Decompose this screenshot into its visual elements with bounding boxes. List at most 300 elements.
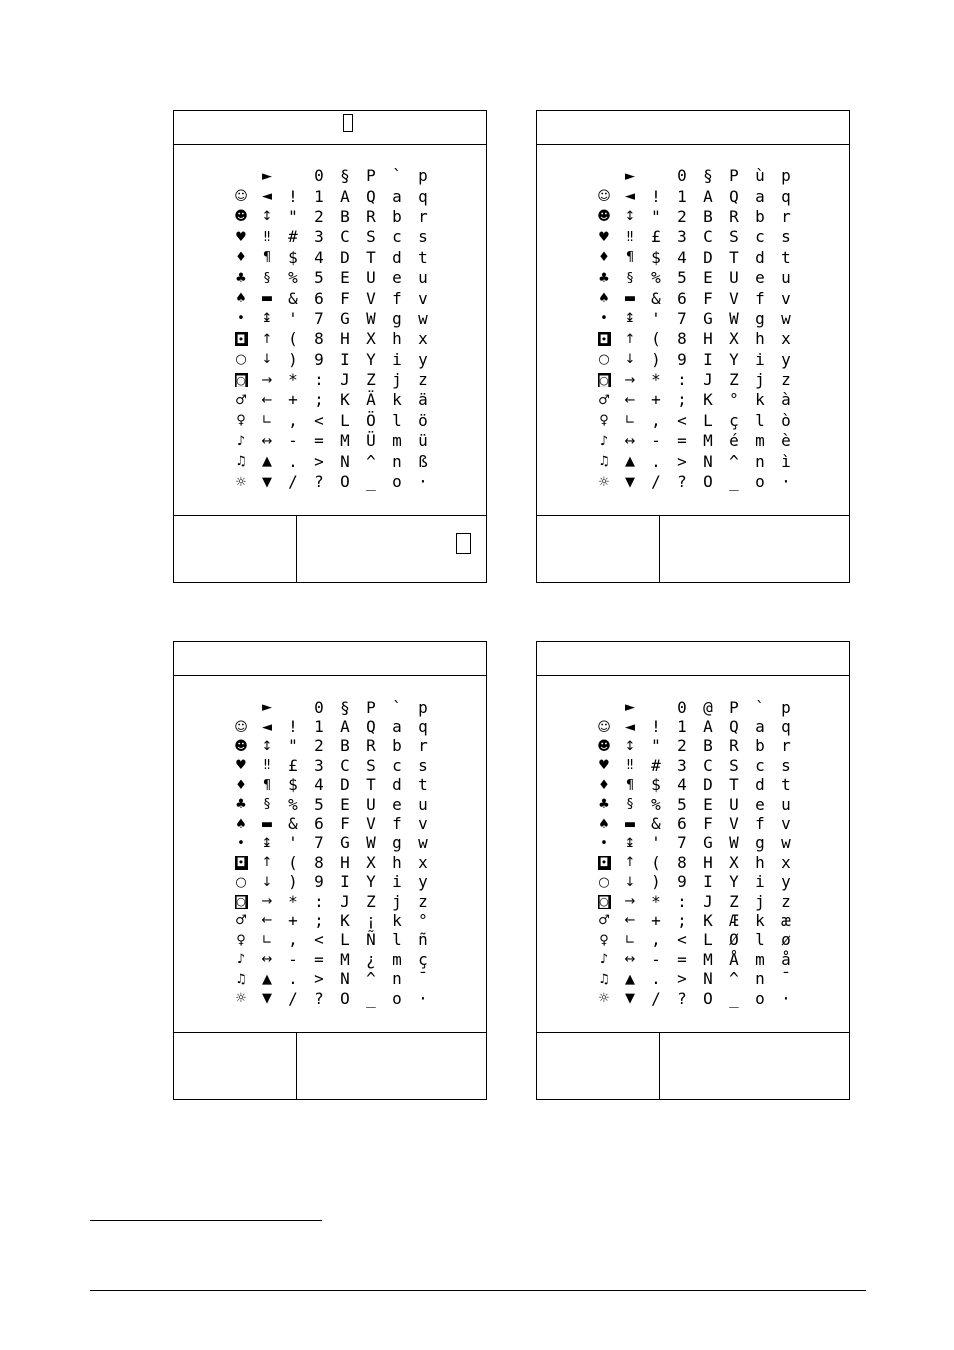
char-cell: &	[651, 288, 661, 308]
char-cell: U	[366, 794, 376, 814]
charset-panel-3	[173, 641, 487, 1100]
char-cell: →	[261, 372, 273, 388]
char-cell: y	[781, 349, 791, 369]
char-cell: ‼	[626, 229, 634, 245]
char-cell: W	[366, 308, 376, 328]
char-cell: Z	[366, 891, 376, 911]
char-cell: %	[288, 268, 298, 288]
char-cell: ä	[418, 390, 428, 410]
char-cell: ►	[625, 168, 635, 184]
footer-divider	[296, 516, 297, 582]
char-cell: A	[703, 717, 713, 737]
char-cell: I	[340, 349, 350, 369]
char-cell: 3	[314, 755, 324, 775]
char-cell: ;	[677, 910, 687, 930]
char-cell: ,	[651, 410, 661, 430]
char-cell: f	[755, 288, 765, 308]
char-cell: E	[340, 268, 350, 288]
char-cell: _	[366, 472, 376, 492]
char-cell: R	[729, 206, 739, 226]
char-cell: Y	[729, 349, 739, 369]
char-cell: z	[418, 891, 428, 911]
char-cell: 5	[314, 268, 324, 288]
char-cell: D	[340, 775, 350, 795]
char-cell: k	[755, 390, 765, 410]
char-cell: ♥	[598, 229, 610, 245]
char-cell	[591, 698, 617, 717]
char-cell: ♂	[235, 913, 247, 929]
char-cell: *	[651, 370, 661, 390]
char-cell	[591, 166, 617, 186]
char-cell: 0	[677, 697, 687, 717]
char-cell: S	[729, 227, 739, 247]
char-cell: →	[624, 372, 636, 388]
footer-divider	[659, 1033, 660, 1099]
char-cell: ♦	[235, 250, 247, 266]
char-cell	[643, 698, 669, 717]
char-cell: J	[703, 891, 713, 911]
char-cell: A	[703, 186, 713, 206]
char-cell: ↑	[624, 331, 636, 347]
char-cell: L	[703, 930, 713, 950]
char-cell: Q	[366, 717, 376, 737]
char-cell: ◄	[625, 189, 635, 205]
char-cell: v	[781, 814, 791, 834]
char-cell: L	[340, 410, 350, 430]
placeholder-box	[456, 533, 471, 554]
char-cell: @	[703, 697, 713, 717]
char-cell: $	[651, 775, 661, 795]
char-cell: +	[651, 390, 661, 410]
char-cell: L	[340, 930, 350, 950]
char-cell: ♀	[599, 413, 609, 429]
character-grid	[228, 698, 436, 1008]
char-cell: w	[781, 308, 791, 328]
char-cell: y	[418, 872, 428, 892]
char-cell: ↨	[261, 835, 273, 851]
char-cell: V	[729, 814, 739, 834]
char-cell: $	[651, 247, 661, 267]
char-cell: +	[651, 910, 661, 930]
char-cell: *	[651, 891, 661, 911]
char-cell: §	[703, 166, 713, 186]
char-cell: F	[703, 288, 713, 308]
char-cell: e	[755, 794, 765, 814]
char-cell: ☻	[234, 209, 248, 225]
char-cell: x	[781, 852, 791, 872]
char-cell: 2	[314, 736, 324, 756]
char-cell: ↑	[261, 855, 273, 871]
char-cell: Q	[729, 717, 739, 737]
char-cell: R	[366, 736, 376, 756]
char-cell: ↓	[261, 874, 273, 890]
panel-footer	[537, 515, 849, 582]
char-cell: ø	[781, 930, 791, 950]
char-cell: ←	[261, 392, 273, 408]
char-cell: F	[340, 288, 350, 308]
char-cell: !	[651, 186, 661, 206]
char-cell: q	[418, 717, 428, 737]
char-cell: ♀	[236, 932, 246, 948]
char-cell: ↕	[261, 209, 273, 225]
char-cell: ◄	[625, 719, 635, 735]
char-cell: 5	[314, 794, 324, 814]
char-cell: t	[418, 247, 428, 267]
char-cell: ,	[288, 410, 298, 430]
char-cell: d	[392, 775, 402, 795]
char-cell: b	[392, 206, 402, 226]
char-cell: n	[392, 969, 402, 989]
char-cell: /	[651, 988, 661, 1008]
char-cell: V	[729, 288, 739, 308]
char-cell: =	[314, 949, 324, 969]
char-cell: ;	[314, 910, 324, 930]
char-cell: >	[314, 451, 324, 471]
char-cell: O	[340, 472, 350, 492]
panel-header	[537, 111, 849, 145]
char-cell: b	[755, 206, 765, 226]
char-cell: →	[624, 894, 636, 910]
char-cell: ù	[755, 166, 765, 186]
char-cell: E	[703, 794, 713, 814]
char-cell: ♂	[598, 913, 610, 929]
char-cell: 5	[677, 268, 687, 288]
char-cell: l	[755, 930, 765, 950]
char-cell: N	[703, 969, 713, 989]
char-cell: ^	[729, 451, 739, 471]
char-cell: 2	[677, 206, 687, 226]
char-cell: ↓	[624, 874, 636, 890]
char-cell: R	[366, 206, 376, 226]
char-cell: g	[755, 308, 765, 328]
char-cell: £	[288, 755, 298, 775]
char-cell: a	[392, 186, 402, 206]
char-cell: ‼	[263, 758, 271, 774]
char-cell: ·	[781, 988, 791, 1008]
char-cell: ∟	[261, 413, 273, 429]
char-cell: %	[288, 794, 298, 814]
char-cell: _	[729, 988, 739, 1008]
char-cell: ↓	[624, 352, 636, 368]
char-cell: /	[288, 472, 298, 492]
char-cell: *	[288, 891, 298, 911]
char-cell: ¶	[262, 250, 272, 266]
char-cell: •	[600, 835, 608, 851]
char-cell: ↨	[624, 311, 636, 327]
char-cell: ò	[781, 410, 791, 430]
char-cell: A	[340, 717, 350, 737]
char-cell: ♫	[235, 454, 247, 470]
char-cell: P	[729, 166, 739, 186]
char-cell: n	[392, 451, 402, 471]
char-cell: _	[729, 472, 739, 492]
char-cell: x	[418, 852, 428, 872]
char-cell: ‼	[626, 758, 634, 774]
char-cell: j	[392, 370, 402, 390]
char-cell: 3	[677, 755, 687, 775]
char-cell: -	[651, 431, 661, 451]
char-cell: ♫	[598, 454, 610, 470]
char-cell: ►	[625, 700, 635, 716]
char-cell: X	[366, 852, 376, 872]
char-cell: ↕	[624, 209, 636, 225]
char-cell	[228, 853, 254, 872]
char-cell: ¯	[418, 969, 428, 989]
char-cell: m	[755, 431, 765, 451]
char-cell: ♣	[598, 270, 610, 286]
char-cell: ç	[418, 949, 428, 969]
char-cell: -	[288, 949, 298, 969]
char-cell: ç	[729, 410, 739, 430]
char-cell: W	[729, 833, 739, 853]
char-cell: i	[392, 872, 402, 892]
char-cell: $	[288, 247, 298, 267]
char-cell: ♂	[235, 392, 247, 408]
char-cell: ◄	[262, 189, 272, 205]
char-cell: ☻	[597, 738, 611, 754]
panel-footer	[174, 1032, 486, 1099]
char-cell: ♀	[236, 413, 246, 429]
char-cell: x	[418, 329, 428, 349]
char-cell: ,	[651, 930, 661, 950]
char-cell: Ø	[729, 930, 739, 950]
char-cell: ♦	[598, 777, 610, 793]
char-cell: r	[418, 736, 428, 756]
char-cell: p	[418, 166, 428, 186]
char-cell: Z	[729, 891, 739, 911]
char-cell: `	[392, 697, 402, 717]
char-cell: n	[755, 451, 765, 471]
char-cell: §	[263, 797, 271, 813]
char-cell: Ä	[366, 390, 376, 410]
char-cell: N	[340, 451, 350, 471]
char-cell: ¯	[781, 969, 791, 989]
char-cell: è	[781, 431, 791, 451]
char-cell: P	[366, 166, 376, 186]
char-cell: ∟	[624, 932, 636, 948]
char-cell: (	[288, 852, 298, 872]
char-cell: k	[392, 390, 402, 410]
char-cell: ◄	[262, 719, 272, 735]
panel-header	[537, 642, 849, 676]
char-cell: ►	[262, 700, 272, 716]
char-cell: æ	[781, 910, 791, 930]
char-cell: d	[755, 775, 765, 795]
char-cell: ▲	[625, 971, 635, 987]
char-cell: p	[781, 166, 791, 186]
char-cell: K	[340, 390, 350, 410]
char-cell: °	[729, 390, 739, 410]
char-cell: *	[288, 370, 298, 390]
char-cell: 4	[314, 775, 324, 795]
char-cell: ∟	[261, 932, 273, 948]
char-cell: t	[781, 775, 791, 795]
char-glyph: ◙	[235, 895, 247, 909]
char-cell: =	[677, 431, 687, 451]
char-cell: Y	[366, 872, 376, 892]
char-cell: T	[729, 775, 739, 795]
char-cell: ♠	[235, 291, 247, 307]
char-cell: ←	[261, 913, 273, 929]
char-cell: 9	[677, 872, 687, 892]
char-cell: x	[781, 329, 791, 349]
char-cell: -	[651, 949, 661, 969]
char-cell: r	[781, 736, 791, 756]
char-cell: 7	[314, 833, 324, 853]
char-cell: )	[651, 872, 661, 892]
char-cell: ¶	[262, 777, 272, 793]
char-cell: £	[651, 227, 661, 247]
char-cell: 1	[314, 717, 324, 737]
char-cell	[591, 853, 617, 872]
char-glyph: ◙	[598, 895, 610, 909]
char-cell: u	[781, 794, 791, 814]
char-cell: '	[651, 833, 661, 853]
char-cell: &	[288, 814, 298, 834]
char-cell: ;	[314, 390, 324, 410]
char-cell: P	[729, 697, 739, 717]
char-cell: u	[781, 268, 791, 288]
char-glyph: ◘	[598, 856, 611, 870]
char-cell: 1	[677, 186, 687, 206]
char-cell: 0	[314, 166, 324, 186]
char-cell: B	[340, 736, 350, 756]
char-cell: H	[340, 329, 350, 349]
char-cell: s	[418, 755, 428, 775]
char-cell: 0	[314, 697, 324, 717]
char-cell: ▬	[623, 816, 637, 832]
char-cell: K	[703, 910, 713, 930]
char-cell: l	[755, 410, 765, 430]
char-cell: <	[677, 930, 687, 950]
char-cell: ñ	[418, 930, 428, 950]
char-cell: k	[392, 910, 402, 930]
char-cell: C	[340, 227, 350, 247]
char-glyph: ◘	[598, 332, 611, 346]
char-cell: (	[288, 329, 298, 349]
char-cell: l	[392, 410, 402, 430]
char-cell: ♣	[235, 270, 247, 286]
char-cell: §	[626, 797, 634, 813]
char-cell: L	[703, 410, 713, 430]
char-cell: ß	[418, 451, 428, 471]
char-cell: C	[703, 227, 713, 247]
char-cell: f	[392, 288, 402, 308]
char-cell: )	[288, 872, 298, 892]
panel-footer	[174, 515, 486, 582]
char-cell: à	[781, 390, 791, 410]
char-cell: F	[340, 814, 350, 834]
char-cell: ☺	[234, 189, 248, 205]
char-cell: F	[703, 814, 713, 834]
char-cell: 8	[677, 852, 687, 872]
char-cell: ?	[677, 472, 687, 492]
char-cell: O	[340, 988, 350, 1008]
char-cell: E	[703, 268, 713, 288]
char-cell: !	[288, 186, 298, 206]
char-cell: s	[781, 755, 791, 775]
char-cell: "	[651, 736, 661, 756]
char-cell: a	[755, 717, 765, 737]
char-cell: w	[418, 833, 428, 853]
char-cell: )	[288, 349, 298, 369]
char-cell: d	[755, 247, 765, 267]
char-cell: ♀	[599, 932, 609, 948]
character-grid	[591, 698, 799, 1008]
char-cell: §	[340, 166, 350, 186]
char-cell: ▬	[623, 291, 637, 307]
char-cell: h	[755, 852, 765, 872]
char-cell: X	[366, 329, 376, 349]
char-cell: g	[392, 833, 402, 853]
char-cell: D	[703, 775, 713, 795]
char-cell: <	[314, 930, 324, 950]
char-cell: s	[418, 227, 428, 247]
char-cell: y	[418, 349, 428, 369]
char-cell: <	[314, 410, 324, 430]
char-cell: å	[781, 949, 791, 969]
char-cell: u	[418, 794, 428, 814]
char-cell: w	[418, 308, 428, 328]
char-cell: ☺	[234, 719, 248, 735]
char-cell: c	[392, 755, 402, 775]
char-cell: `	[755, 697, 765, 717]
char-cell: T	[729, 247, 739, 267]
char-cell	[643, 166, 669, 186]
char-cell: X	[729, 852, 739, 872]
char-cell: ☼	[235, 474, 247, 490]
char-cell: ♥	[235, 229, 247, 245]
char-cell: ¿	[366, 949, 376, 969]
char-cell: ♠	[598, 816, 610, 832]
char-cell: 4	[314, 247, 324, 267]
char-glyph: ◙	[598, 373, 610, 387]
char-cell: ♪	[599, 952, 609, 968]
char-cell: ♥	[598, 758, 610, 774]
char-cell: ←	[624, 913, 636, 929]
char-cell: v	[781, 288, 791, 308]
char-cell: i	[392, 349, 402, 369]
char-cell: ∟	[624, 413, 636, 429]
char-cell: ^	[729, 969, 739, 989]
char-cell	[591, 892, 617, 911]
char-cell: Z	[729, 370, 739, 390]
char-cell: M	[340, 431, 350, 451]
char-cell: Ü	[366, 431, 376, 451]
char-cell: o	[755, 472, 765, 492]
char-cell: ↑	[261, 331, 273, 347]
char-cell: g	[755, 833, 765, 853]
char-cell: m	[392, 949, 402, 969]
charset-panel-1	[173, 110, 487, 583]
char-cell: z	[781, 370, 791, 390]
char-cell: J	[340, 370, 350, 390]
char-cell: S	[366, 755, 376, 775]
char-cell: M	[340, 949, 350, 969]
char-cell: V	[366, 288, 376, 308]
char-cell: ☼	[598, 474, 610, 490]
char-cell: f	[755, 814, 765, 834]
char-cell: U	[729, 794, 739, 814]
char-cell	[591, 370, 617, 390]
char-cell: 4	[677, 247, 687, 267]
char-cell: ;	[677, 390, 687, 410]
char-cell: ♠	[598, 291, 610, 307]
char-cell: ○	[235, 874, 247, 890]
char-cell: %	[651, 794, 661, 814]
char-cell: H	[703, 329, 713, 349]
char-cell: H	[703, 852, 713, 872]
